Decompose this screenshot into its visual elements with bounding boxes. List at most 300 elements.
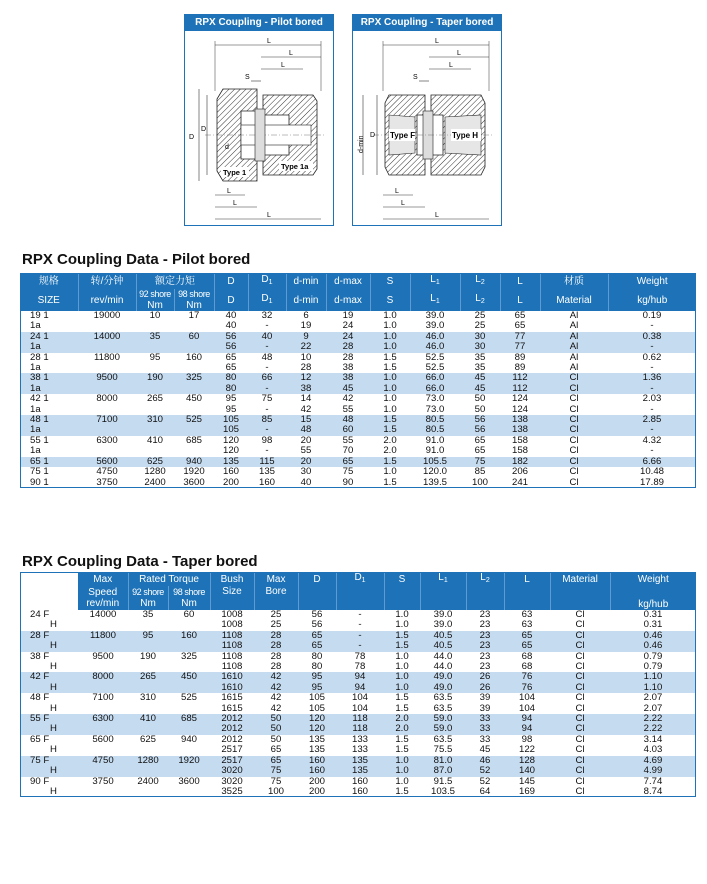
taper-cell — [78, 766, 128, 776]
taper-cell: 2.0 — [384, 724, 420, 734]
taper-cell: 450 — [168, 672, 210, 682]
taper-cell: 160 — [352, 785, 369, 797]
pilot-cell: 28 1 — [30, 351, 49, 363]
pilot-h-shore98-text: 98 shore — [178, 289, 210, 299]
taper-cell: H — [20, 724, 78, 734]
taper-cell: 98 — [521, 733, 533, 745]
pilot-cell: 1.5 — [383, 476, 397, 488]
pilot-table-row — [20, 415, 696, 425]
taper-cell: 28 — [270, 661, 282, 673]
pilot-table-row — [20, 405, 696, 415]
pilot-cell: 66.0 — [410, 384, 460, 394]
taper-h-speed — [78, 586, 128, 610]
taper-cell: 55 F — [20, 714, 78, 724]
pilot-cell: 0.19 — [642, 310, 662, 321]
pilot-cell: Cl — [569, 393, 579, 405]
taper-label-L2-top: L — [449, 62, 453, 69]
pilot-h-size: SIZE — [20, 289, 78, 311]
taper-cell: 65 — [254, 756, 298, 766]
taper-cell: 145 — [519, 775, 536, 787]
pilot-cell: 1.0 — [370, 384, 410, 394]
taper-cell: 78 — [354, 661, 366, 673]
pilot-cell: - — [608, 342, 696, 352]
pilot-cell: 42 1 — [30, 393, 49, 405]
taper-h-empty-L — [504, 586, 550, 610]
taper-cell: 28 — [254, 641, 298, 651]
pilot-cell: 42 — [300, 403, 312, 415]
pilot-cell: 28 — [300, 362, 312, 374]
taper-cell: 100 — [268, 785, 285, 797]
pilot-table-row — [20, 446, 696, 456]
pilot-h-D1-top-text: D — [261, 274, 269, 285]
pilot-cell: 105 — [214, 415, 248, 425]
pilot-cell: 55 — [342, 403, 354, 415]
pilot-table-row — [20, 457, 696, 467]
pilot-cell: 65 — [514, 320, 526, 332]
taper-h-kghub: kg/hub — [610, 586, 696, 610]
taper-cell: 7.74 — [643, 775, 663, 787]
taper-cell: - — [358, 619, 362, 631]
pilot-h-L1-text: L — [430, 293, 436, 304]
taper-h-L: L — [504, 572, 550, 586]
taper-cell: 0.46 — [610, 641, 696, 651]
pilot-cell: 65 — [514, 310, 526, 321]
taper-cell: 52 — [479, 775, 491, 787]
pilot-cell: 25 — [474, 320, 486, 332]
taper-cell: 95 — [298, 672, 336, 682]
taper-cell: 3600 — [178, 775, 200, 787]
pilot-cell: 2400 — [144, 476, 166, 488]
taper-h-max: Max — [78, 572, 128, 586]
taper-cell: Cl — [550, 672, 610, 682]
pilot-cell: 30 — [460, 332, 500, 342]
taper-cell: 1.0 — [395, 650, 409, 662]
pilot-cell: 138 — [500, 415, 540, 425]
taper-cell: 78 — [354, 650, 366, 662]
taper-cell: 1920 — [168, 756, 210, 766]
taper-cell: 4.69 — [610, 756, 696, 766]
taper-table-row — [20, 787, 696, 797]
pilot-cell: 10.48 — [639, 466, 664, 478]
pilot-cell: 20 — [300, 434, 312, 446]
taper-cell: 2517 — [210, 756, 254, 766]
taper-data-table — [20, 572, 696, 797]
taper-cell: 160 — [168, 631, 210, 641]
taper-cell: 23 — [479, 619, 491, 631]
taper-cell: 68 — [521, 661, 533, 673]
taper-cell: 200 — [309, 775, 326, 787]
taper-cell: H — [20, 683, 78, 693]
pilot-cell: 24 — [342, 320, 354, 332]
pilot-cell: 5600 — [78, 457, 136, 467]
pilot-cell: 206 — [511, 466, 528, 478]
taper-cell: 91.5 — [433, 775, 453, 787]
taper-cell: 7100 — [92, 692, 114, 704]
pilot-cell: 85 — [248, 415, 286, 425]
taper-cell: 63 — [521, 619, 533, 631]
taper-cell: 1108 — [210, 641, 254, 651]
pilot-h-shore92-text: 92 shore — [139, 289, 171, 299]
pilot-cell: - — [265, 403, 269, 415]
pilot-table-row — [20, 394, 696, 404]
taper-h-empty-S — [384, 586, 420, 610]
pilot-h-D1: $D_1$ — [248, 289, 286, 311]
taper-label-typeF: Type F — [390, 131, 416, 140]
taper-cell: 68 — [521, 650, 533, 662]
taper-cell: 49.0 — [420, 672, 466, 682]
pilot-cell: 75 — [342, 466, 354, 478]
taper-cell: 42 — [270, 702, 282, 714]
taper-cell: 39.0 — [433, 609, 453, 620]
pilot-label-L1-bottom: L — [233, 200, 237, 207]
pilot-cell: 3600 — [183, 476, 205, 488]
taper-cell: H — [20, 766, 78, 776]
taper-cell: 42 — [270, 692, 282, 704]
pilot-cell: 410 — [146, 434, 163, 446]
pilot-cell: 190 — [136, 373, 174, 383]
pilot-cell: 124 — [511, 393, 528, 405]
pilot-cell: - — [650, 362, 654, 374]
pilot-cell: 75 1 — [30, 466, 49, 478]
taper-h-L1-text: L — [438, 572, 444, 583]
taper-cell: 8.74 — [643, 785, 663, 797]
taper-cell: 56 — [311, 609, 323, 620]
taper-cell: 42 — [254, 683, 298, 693]
taper-cell: 59.0 — [420, 714, 466, 724]
taper-cell: 28 — [254, 631, 298, 641]
taper-cell: 80 — [311, 650, 323, 662]
pilot-cell: 50 — [474, 393, 486, 405]
taper-cell: 103.5 — [431, 785, 456, 797]
taper-cell — [168, 766, 210, 776]
pilot-cell: 7100 — [78, 415, 136, 425]
taper-cell: 23 — [479, 661, 491, 673]
pilot-cell: 625 — [136, 457, 174, 467]
pilot-cell: 70 — [342, 445, 354, 457]
pilot-cell: 0.38 — [608, 332, 696, 342]
pilot-cell: 160 — [185, 351, 202, 363]
pilot-cell: 112 — [500, 384, 540, 394]
taper-cell — [128, 787, 168, 797]
taper-cell: 81.0 — [420, 756, 466, 766]
pilot-h-L-top: L — [500, 273, 540, 289]
taper-cell: 104 — [352, 702, 369, 714]
pilot-table-row — [20, 467, 696, 477]
taper-cell: 76 — [504, 683, 550, 693]
pilot-cell: 450 — [185, 393, 202, 405]
taper-table-row — [20, 766, 696, 776]
taper-label-L1-bottom: L — [401, 200, 405, 207]
pilot-cell: 98 — [261, 434, 273, 446]
taper-cell: 0.79 — [643, 650, 663, 662]
taper-cell: Cl — [575, 702, 585, 714]
taper-cell: H — [50, 702, 57, 714]
taper-cell: 50 — [254, 724, 298, 734]
pilot-h-D1-text: D — [261, 293, 269, 304]
taper-cell: 122 — [519, 744, 536, 756]
taper-cell: 135 — [336, 756, 384, 766]
pilot-table-row — [20, 332, 696, 342]
pilot-table-row — [20, 353, 696, 363]
taper-bored-drawing-title: RPX Coupling - Taper bored — [353, 15, 501, 31]
pilot-cell: 1280 — [144, 466, 166, 478]
pilot-cell: Cl — [540, 457, 608, 467]
pilot-h-S-top: S — [370, 273, 410, 289]
taper-cell: 2.0 — [384, 714, 420, 724]
pilot-cell: 10 — [300, 351, 312, 363]
taper-cell: 1.0 — [384, 766, 420, 776]
pilot-cell: Cl — [569, 445, 579, 457]
pilot-cell: 124 — [511, 403, 528, 415]
pilot-h-L: L — [500, 289, 540, 311]
pilot-cell: 1.5 — [370, 425, 410, 435]
taper-cell: H — [50, 661, 57, 673]
taper-cell: 410 — [128, 714, 168, 724]
taper-h-speed-text: Speed — [88, 587, 118, 598]
taper-cell: 265 — [128, 672, 168, 682]
taper-cell: 1.0 — [384, 756, 420, 766]
pilot-cell: - — [608, 384, 696, 394]
taper-cell: 1.0 — [395, 609, 409, 620]
taper-cell: 64 — [479, 785, 491, 797]
taper-h-nm2: Nm — [181, 598, 197, 609]
pilot-cell: 1.0 — [383, 310, 397, 321]
pilot-cell: 8000 — [96, 393, 118, 405]
pilot-cell: 65 — [225, 351, 237, 363]
pilot-cell: 91.0 — [425, 434, 445, 446]
taper-cell: 80 — [311, 661, 323, 673]
pilot-table-row — [20, 384, 696, 394]
pilot-cell: 85 — [474, 466, 486, 478]
pilot-cell: 48 — [326, 415, 370, 425]
taper-cell: Cl — [575, 609, 585, 620]
taper-cell: 1108 — [210, 631, 254, 641]
taper-cell: 4.03 — [643, 744, 663, 756]
pilot-table-row — [20, 342, 696, 352]
pilot-h-nm2: Nm — [186, 300, 202, 311]
pilot-cell: 325 — [174, 373, 214, 383]
taper-cell: 1.5 — [395, 785, 409, 797]
taper-cell: 44.0 — [433, 661, 453, 673]
pilot-cell: 310 — [136, 415, 174, 425]
taper-cell: 1.5 — [395, 702, 409, 714]
taper-cell: 4.99 — [610, 766, 696, 776]
taper-h-L2-text: L — [480, 572, 486, 583]
pilot-cell: 39.0 — [425, 310, 445, 321]
pilot-cell: 685 — [185, 434, 202, 446]
taper-cell: 3020 — [210, 766, 254, 776]
pilot-cell: - — [248, 425, 286, 435]
taper-cell: 160 — [298, 756, 336, 766]
pilot-h-dmax: d-max — [326, 289, 370, 311]
pilot-cell: 89 — [514, 351, 526, 363]
pilot-cell: 6 — [303, 310, 309, 321]
taper-cell: 75 — [254, 766, 298, 776]
pilot-label-D: D — [189, 134, 195, 141]
pilot-cell: 19000 — [93, 310, 121, 321]
pilot-cell: 24 — [326, 332, 370, 342]
pilot-cell: Cl — [540, 384, 608, 394]
pilot-h-L1: $L_1$ — [410, 289, 460, 311]
pilot-h-shore92 — [136, 289, 174, 311]
pilot-cell: 89 — [514, 362, 526, 374]
taper-cell: 0.79 — [643, 661, 663, 673]
taper-label-L1-top: L — [457, 50, 461, 57]
pilot-cell: 65 1 — [20, 457, 78, 467]
pilot-cell: 4750 — [96, 466, 118, 478]
taper-h-size: Size — [210, 586, 254, 610]
taper-cell: Cl — [575, 744, 585, 756]
pilot-cell: 120 — [222, 445, 239, 457]
taper-cell: 45 — [479, 744, 491, 756]
taper-cell: 1615 — [221, 702, 243, 714]
taper-cell: 1.5 — [395, 692, 409, 704]
taper-h-empty-L1 — [420, 586, 466, 610]
pilot-cell: Al — [569, 310, 579, 321]
taper-cell: 104 — [519, 692, 536, 704]
pilot-cell: 75 — [261, 393, 273, 405]
pilot-cell: 32 — [261, 310, 273, 321]
pilot-cell: 1a — [20, 384, 78, 394]
pilot-cell: 115 — [248, 457, 286, 467]
pilot-cell: 241 — [511, 476, 528, 488]
taper-cell — [128, 766, 168, 776]
pilot-cell: 45 — [326, 384, 370, 394]
taper-cell: 135 — [336, 766, 384, 776]
pilot-cell: 1a — [30, 320, 41, 332]
pilot-h-D-top: D — [214, 273, 248, 289]
pilot-cell: Cl — [569, 403, 579, 415]
taper-cell: 128 — [504, 756, 550, 766]
pilot-cell: 1.0 — [370, 373, 410, 383]
taper-cell: 940 — [181, 733, 198, 745]
taper-cell: 65 — [504, 641, 550, 651]
taper-cell: 2012 — [210, 714, 254, 724]
pilot-cell: 75 — [460, 457, 500, 467]
taper-h-shore98-text: 98 shore — [173, 587, 205, 597]
taper-cell: 65 — [298, 641, 336, 651]
taper-cell: Cl — [550, 641, 610, 651]
pilot-cell: 135 — [258, 466, 275, 478]
pilot-cell: 56 — [460, 415, 500, 425]
taper-cell: 1.5 — [395, 744, 409, 756]
pilot-cell: Cl — [569, 466, 579, 478]
taper-cell: 1.0 — [395, 775, 409, 787]
pilot-label-type1a: Type 1a — [281, 162, 309, 171]
pilot-cell: Cl — [540, 415, 608, 425]
taper-cell: 35 — [142, 609, 154, 620]
taper-cell: Cl — [550, 714, 610, 724]
pilot-cell: Al — [569, 362, 579, 374]
taper-h-empty-D1 — [336, 586, 384, 610]
pilot-table-row — [20, 436, 696, 446]
pilot-table-body — [20, 311, 696, 488]
pilot-label-d: d — [225, 144, 229, 151]
pilot-cell: 120 — [222, 434, 239, 446]
pilot-cell: 55 — [342, 434, 354, 446]
pilot-cell: 1.0 — [383, 466, 397, 478]
taper-label-D: D — [370, 132, 376, 139]
taper-cell: 135 — [309, 744, 326, 756]
taper-cell: 42 F — [20, 672, 78, 682]
pilot-label-type1: Type 1 — [223, 168, 247, 177]
taper-h-D: D — [298, 572, 336, 586]
pilot-cell: 17.89 — [639, 476, 664, 488]
taper-cell: 44.0 — [433, 650, 453, 662]
taper-h-S: S — [384, 572, 420, 586]
taper-cell: 25 — [270, 619, 282, 631]
taper-h-L1: $L_1$ — [420, 572, 466, 586]
taper-cell: 325 — [181, 650, 198, 662]
taper-cell: 95 — [128, 631, 168, 641]
taper-h-shore98 — [168, 586, 210, 610]
pilot-cell: 2.0 — [383, 445, 397, 457]
pilot-bored-drawing-title: RPX Coupling - Pilot bored — [185, 15, 333, 31]
pilot-h-mat: Material — [540, 289, 608, 311]
taper-cell: - — [336, 641, 384, 651]
taper-cell: 120 — [298, 724, 336, 734]
taper-cell: 11800 — [78, 631, 128, 641]
taper-label-L-top: L — [435, 38, 439, 45]
pilot-h-S: S — [370, 289, 410, 311]
taper-cell: 75.5 — [433, 744, 453, 756]
pilot-cell: 158 — [511, 434, 528, 446]
taper-cell: 5600 — [92, 733, 114, 745]
taper-cell: 33 — [466, 714, 504, 724]
pilot-label-S: S — [245, 74, 250, 81]
pilot-data-table — [20, 273, 696, 488]
taper-h-blank — [20, 572, 78, 586]
pilot-h-weight: Weight — [608, 273, 696, 289]
pilot-cell: 20 — [286, 457, 326, 467]
pilot-cell: 80 — [214, 384, 248, 394]
pilot-table-title: RPX Coupling Data - Pilot bored — [22, 251, 251, 268]
taper-cell: 169 — [519, 785, 536, 797]
taper-cell: 46 — [466, 756, 504, 766]
taper-cell: 104 — [352, 692, 369, 704]
taper-cell: 625 — [139, 733, 156, 745]
pilot-h-L1-top: $L_1$ — [410, 273, 460, 289]
taper-cell: 95 — [298, 683, 336, 693]
pilot-cell: 48 — [286, 425, 326, 435]
pilot-cell: Al — [569, 320, 579, 332]
pilot-cell: 0.62 — [642, 351, 662, 363]
taper-h-nm1: Nm — [140, 598, 156, 609]
taper-cell: 24 F — [30, 609, 50, 620]
pilot-cell: 1.5 — [383, 362, 397, 374]
pilot-cell: 19 1 — [30, 310, 49, 321]
taper-cell: H — [50, 744, 57, 756]
pilot-cell: 46.0 — [410, 332, 460, 342]
pilot-cell: 10 — [149, 310, 161, 321]
pilot-cell: 66.0 — [410, 373, 460, 383]
pilot-cell: - — [650, 320, 654, 332]
taper-cell: 1.10 — [610, 672, 696, 682]
pilot-h-mat-cn: 材质 — [540, 273, 608, 289]
taper-h-D1: $D_1$ — [336, 572, 384, 586]
taper-cell: H — [50, 785, 57, 797]
taper-h-empty-mat — [550, 586, 610, 610]
taper-cell: 39.0 — [433, 619, 453, 631]
taper-cell: 50 — [254, 714, 298, 724]
taper-cell: Cl — [575, 785, 585, 797]
taper-cell: 26 — [466, 672, 504, 682]
taper-cell: 48 F — [30, 692, 50, 704]
pilot-cell: 77 — [500, 342, 540, 352]
taper-cell: 94 — [504, 714, 550, 724]
pilot-cell: 15 — [286, 415, 326, 425]
pilot-h-L2: $L_2$ — [460, 289, 500, 311]
